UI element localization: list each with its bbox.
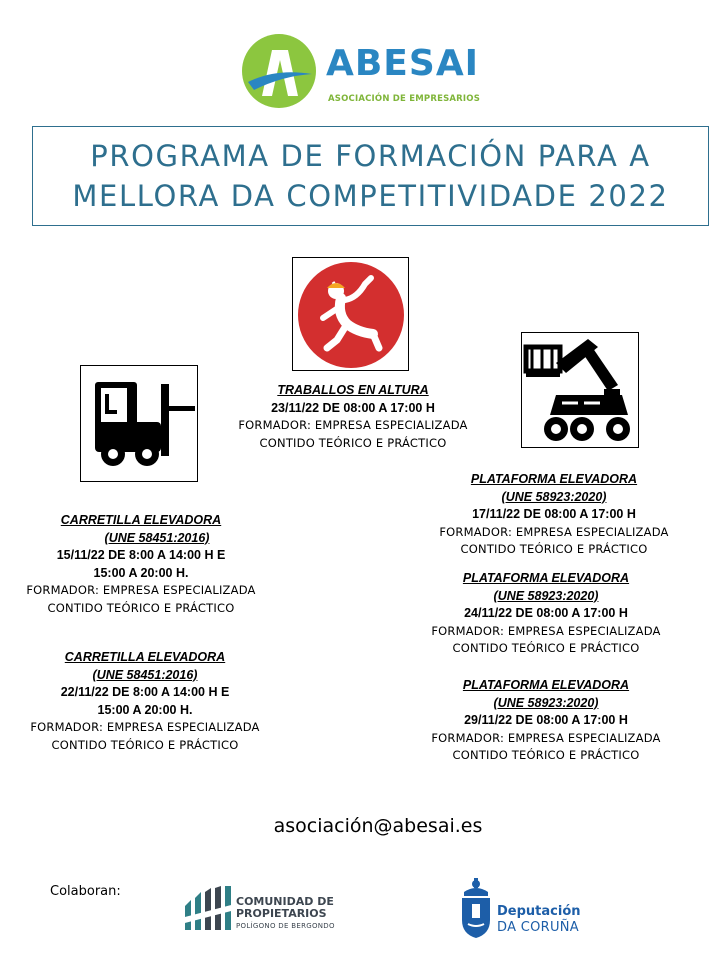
course-trainer: FORMADOR: EMPRESA ESPECIALIZADA: [238, 418, 468, 432]
course-content: CONTIDO TEÓRICO E PRÁCTICO: [47, 600, 235, 615]
course-standard: (UNE 58923:2020): [493, 588, 599, 603]
course-date-2: 15:00 A 20:00 H.: [93, 565, 189, 580]
building-bars-icon: [181, 884, 235, 934]
course-platform-3: [414, 677, 678, 765]
heights-icon-box: [292, 257, 409, 371]
course-platform-1: [422, 471, 686, 559]
course-name: PLATAFORMA ELEVADORA: [470, 472, 638, 486]
forklift-icon: [81, 366, 199, 483]
forklift-icon-box: [80, 365, 198, 482]
course-trainer: FORMADOR: EMPRESA ESPECIALIZADA: [431, 730, 661, 745]
collaborate-label: Colaboran:: [50, 884, 121, 899]
course-date: 24/11/22 DE 08:00 A 17:00 H: [464, 606, 628, 620]
course-date: 15/11/22 DE 8:00 A 14:00 H E: [56, 548, 226, 562]
page-title: [72, 136, 668, 216]
course-forklift-2: [14, 649, 276, 754]
abesai-logo-icon: [242, 34, 316, 108]
course-standard: (UNE 58923:2020): [493, 695, 599, 710]
partner-2-line-2: DA CORUÑA: [497, 920, 579, 935]
course-content: CONTIDO TEÓRICO E PRÁCTICO: [452, 641, 640, 655]
course-date-2: 15:00 A 20:00 H.: [97, 702, 193, 717]
coat-of-arms-icon: [458, 878, 494, 940]
contact-email[interactable]: asociación@abesai.es: [273, 815, 483, 837]
partner-deputacion-logo: [458, 878, 588, 940]
course-name: PLATAFORMA ELEVADORA: [462, 571, 630, 585]
course-date: 22/11/22 DE 8:00 A 14:00 H E: [60, 685, 230, 699]
title-box: [32, 126, 709, 226]
course-date: 23/11/22 DE 08:00 A 17:00 H: [271, 400, 435, 415]
logo-subtitle: ASOCIACIÓN DE EMPRESARIOS: [328, 94, 481, 104]
course-name: PLATAFORMA ELEVADORA: [462, 678, 630, 692]
partner-1-line-3: POLÍGONO DE BERGONDO: [236, 922, 335, 930]
course-name: TRABALLOS EN ALTURA: [277, 383, 429, 397]
course-standard: (UNE 58923:2020): [501, 489, 607, 504]
course-name: CARRETILLA ELEVADORA: [64, 650, 226, 664]
partner-1-line-2: PROPIETARIOS: [236, 907, 327, 920]
platform-icon-box: [521, 332, 639, 448]
course-content: CONTIDO TEÓRICO E PRÁCTICO: [460, 542, 648, 556]
logo-name: ABESAI: [326, 43, 480, 84]
title-line-1: PROGRAMA DE FORMACIÓN PARA A: [90, 139, 651, 173]
course-trainer: FORMADOR: EMPRESA ESPECIALIZADA: [431, 623, 661, 638]
course-trainer: FORMADOR: EMPRESA ESPECIALIZADA: [439, 524, 669, 539]
course-name: CARRETILLA ELEVADORA: [60, 513, 222, 527]
course-standard: (UNE 58451:2016): [92, 667, 198, 682]
partner-comunidad-logo: [181, 884, 351, 934]
course-date: 29/11/22 DE 08:00 A 17:00 H: [464, 713, 628, 727]
course-trainer: FORMADOR: EMPRESA ESPECIALIZADA: [30, 720, 260, 734]
course-heights: [222, 382, 484, 452]
course-standard: (UNE 58451:2016): [104, 530, 210, 545]
partner-2-line-1: Deputación: [497, 904, 581, 919]
course-content: CONTIDO TEÓRICO E PRÁCTICO: [452, 748, 640, 762]
course-date: 17/11/22 DE 08:00 A 17:00 H: [472, 507, 636, 521]
course-forklift-1: [10, 512, 272, 617]
aerial-platform-icon: [522, 333, 640, 449]
course-content: CONTIDO TEÓRICO E PRÁCTICO: [51, 737, 239, 752]
partner-1-line-1: COMUNIDAD DE: [236, 895, 334, 908]
title-line-2: MELLORA DA COMPETITIVIDADE 2022: [72, 179, 669, 213]
fall-protection-icon: [293, 258, 410, 372]
course-platform-2: [414, 570, 678, 658]
abesai-logo: [242, 34, 482, 110]
course-trainer: FORMADOR: EMPRESA ESPECIALIZADA: [26, 583, 256, 597]
course-content: CONTIDO TEÓRICO E PRÁCTICO: [259, 435, 447, 450]
